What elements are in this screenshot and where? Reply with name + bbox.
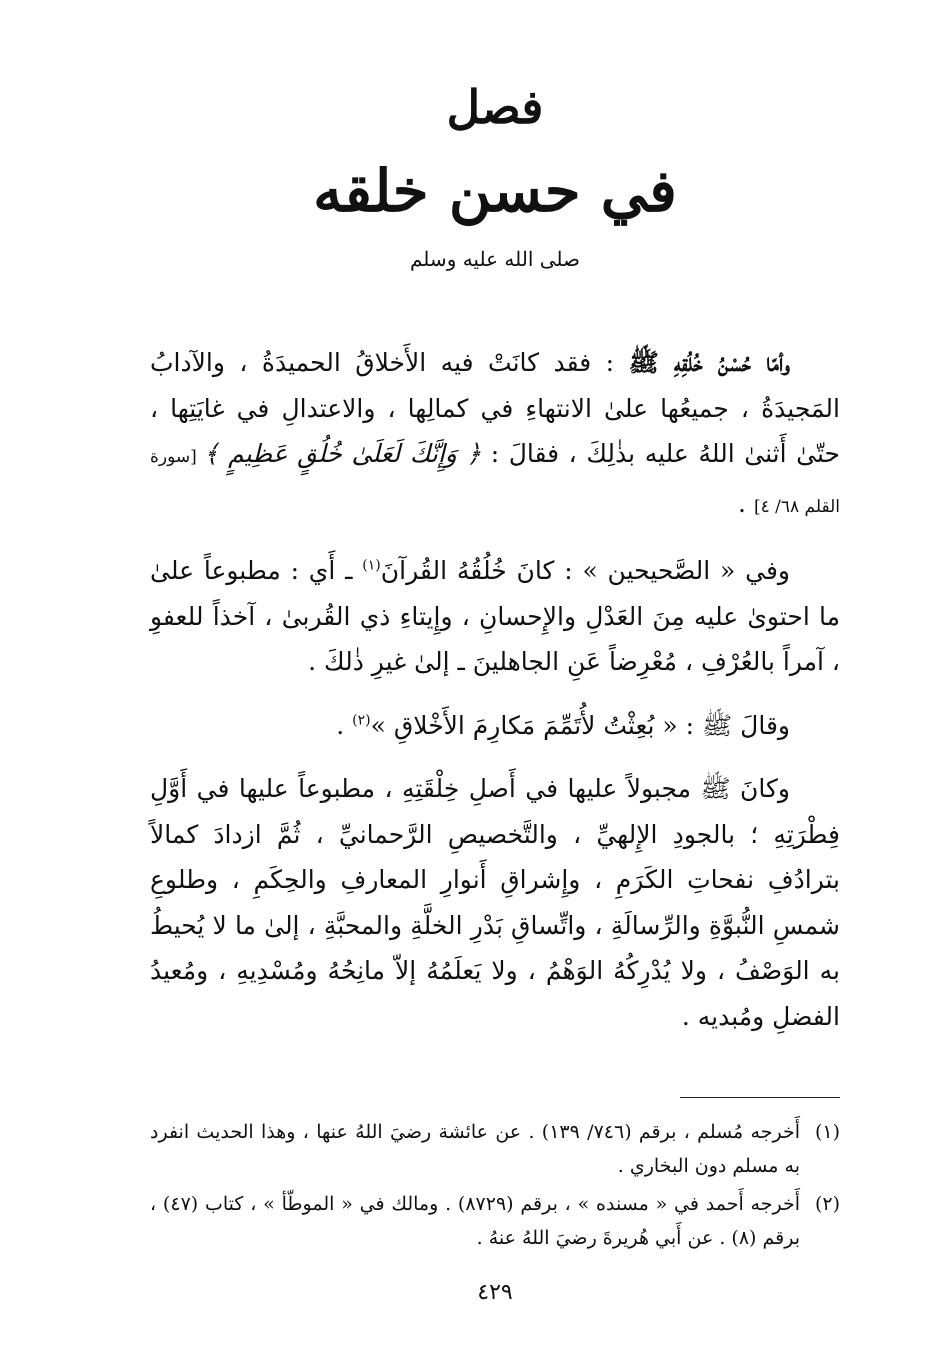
paragraph-end: . <box>738 488 754 518</box>
page-number: ٤٢٩ <box>477 1280 513 1305</box>
paragraph-4 <box>150 766 840 1039</box>
footnote-divider <box>680 1097 840 1098</box>
paragraph-text: : فقد كانَتْ فيه الأَخلاقُ الحميدَةُ ، والآدابُ المَجيدَةُ ، جميعُها علىٰ الانتهاءِ في كمالِها ، والاعتدالِ في غايَتِها ، حتّىٰ أَثنىٰ اللهُ عليه بذٰلِكَ ، فقالَ : <box>150 348 840 468</box>
footnote-2 <box>150 1187 840 1255</box>
paragraph-lead: وأمّا حُسْنُ خُلُقِهِ ﷺ <box>628 348 790 377</box>
salutation-seal: صلى الله عليه وسلم <box>410 247 580 271</box>
paragraph-text: ـ أَي : مطبوعاً علىٰ ما احتوىٰ عليه مِنَ العَدْلِ والإِحسانِ ، وإِيتاءِ ذي القُربىٰ ، آخذاً للعفوِ ، آمراً بالعُرْفِ ، مُعْرِضاً عَنِ الجاهلينَ ـ إلىٰ غيرِ ذٰلكَ . <box>150 556 840 676</box>
paragraph-text: وكانَ ﷺ مجبولاً عليها في أَصلِ خِلْقَتِهِ ، مطبوعاً عليها في أَوَّلِ فِطْرَتِهِ ؛ بالجودِ الإِلهيِّ ، والتَّخصيصِ الرَّحمانيِّ ، ثُمَّ ازدادَ كمالاً بترادُفِ نفحاتِ الكَرَمِ ، وإِشراقِ أَنوارِ المعارفِ والحِكَمِ ، وطلوعِ شمسِ النُّبوَّةِ والرِّسالَةِ ، واتِّساقِ بَدْرِ الخلَّةِ والمحبَّةِ ، إلىٰ ما لا يُحيطُ به الوَصْفُ ، ولا يُدْرِكُهُ الوَهْمُ ، ولا يَعلَمُهُ إلاّ مانِحُهُ ومُسْدِيهِ ، ومُعيدُ الفضلِ ومُبديه . <box>150 774 840 1031</box>
body-text <box>150 340 840 1057</box>
paragraph-1 <box>150 340 840 530</box>
footnote-number: (٢) <box>814 1193 840 1215</box>
footnote-text: أَخرجه مُسلم ، برقم (٧٤٦/ ١٣٩) . عن عائشة رضيَ اللهُ عنها ، وهذا الحديث انفرد به مسلم دون البخاري . <box>150 1121 800 1177</box>
footnote-text: أَخرجه أَحمد في « مسنده » ، برقم (٨٧٢٩) . ومالك في « الموطّأ » ، كتاب (٤٧) ، برقم (٨) . عن أَبي هُريرةَ رضيَ اللهُ عنهُ . <box>150 1193 800 1249</box>
footnote-1 <box>150 1115 840 1183</box>
paragraph-2 <box>150 548 840 685</box>
verse-reference: [سورة القلم ٦٨/ ٤] <box>150 447 840 517</box>
footnote-marker[interactable]: (٢) <box>352 712 371 729</box>
paragraph-text: . <box>336 710 353 740</box>
quran-verse: ﴿ وَإِنَّكَ لَعَلَىٰ خُلُقٍ عَظِيمٍ ﴾ <box>203 439 482 468</box>
footnote-marker[interactable]: (١) <box>362 557 381 574</box>
paragraph-3 <box>150 703 840 749</box>
footnotes <box>150 1115 840 1259</box>
chapter-heading <box>150 72 840 274</box>
chapter-label: فصل <box>446 80 544 134</box>
paragraph-text: وفي « الصَّحيحين » : كانَ خُلُقُهُ القُرآنَ <box>380 556 790 585</box>
paragraph-text: وقالَ ﷺ : « بُعِثْتُ لأُتَمِّمَ مَكارِمَ الأَخْلاقِ » <box>370 710 790 740</box>
chapter-title: في حسن خلقه <box>313 157 677 225</box>
footnote-number: (١) <box>814 1121 840 1143</box>
book-page <box>150 0 840 1368</box>
